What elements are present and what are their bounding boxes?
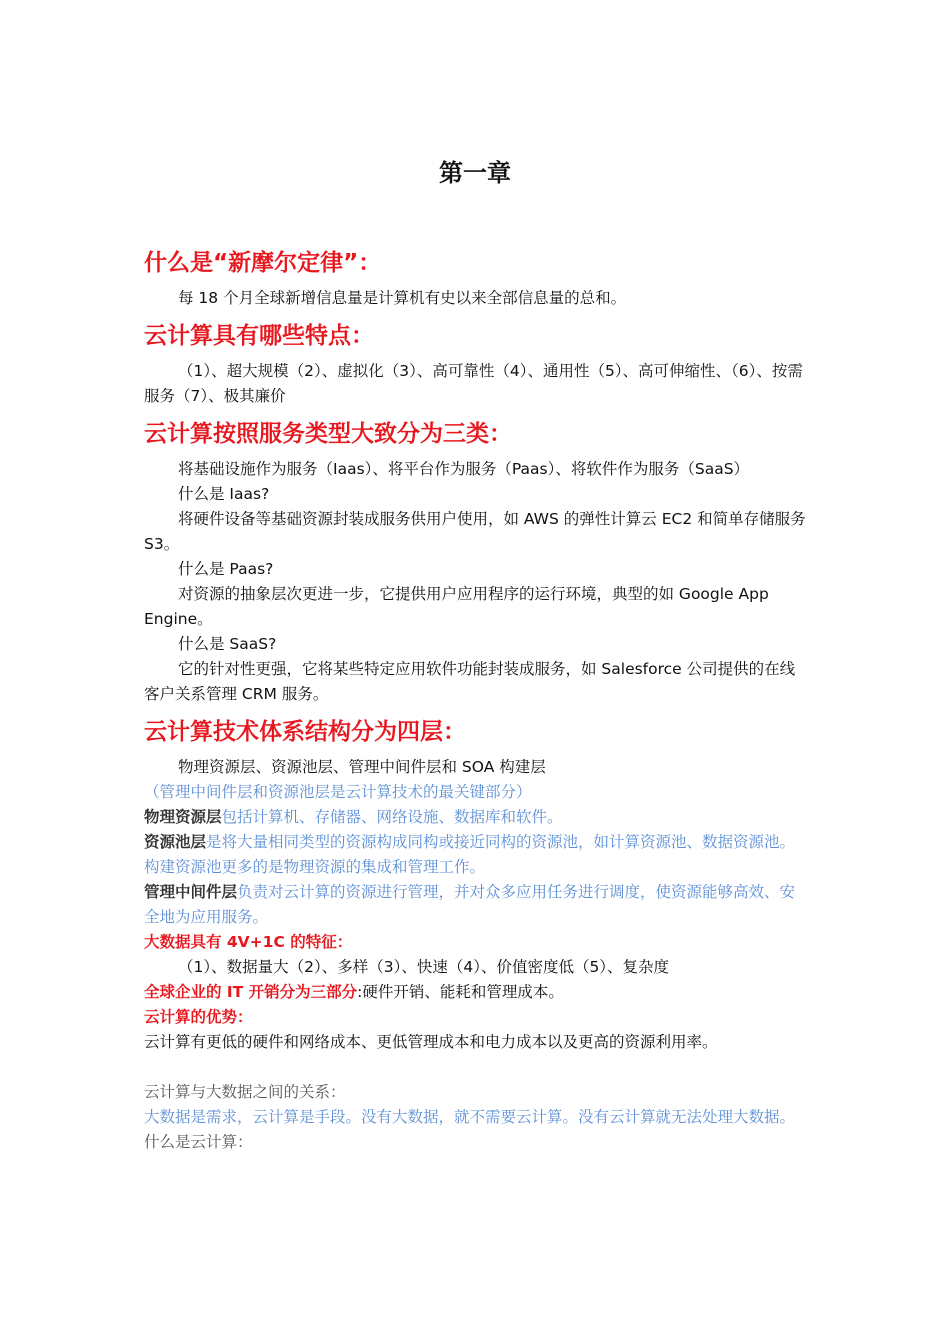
paragraph-pool-layer xyxy=(144,830,810,880)
desc-middleware-layer: 负责对云计算的资源进行管理，并对众多应用任务进行调度，使资源能够高效、安全地为应用服务。 xyxy=(144,883,796,926)
answer-paas: 对资源的抽象层次更进一步，它提供用户应用程序的运行环境，典型的如 Google App Engine。 xyxy=(144,585,769,628)
heading-it-costs: 全球企业的 IT 开销分为三部分 xyxy=(144,983,358,1001)
paragraph-features: （1）、超大规模（2）、虚拟化（3）、高可靠性（4）、通用性（5）、高可伸缩性、（6）、按需服务（7）、极其廉价 xyxy=(144,362,803,405)
heading-advantages: 云计算的优势： xyxy=(144,1008,253,1026)
paragraph-physical-layer xyxy=(144,805,810,830)
question-saas: 什么是 SaaS? xyxy=(178,635,277,653)
heading-architecture: 云计算技术体系结构分为四层： xyxy=(144,719,466,745)
term-physical-layer: 物理资源层 xyxy=(144,808,222,826)
blank-line xyxy=(144,1055,810,1080)
desc-pool-layer: 是将大量相同类型的资源构成同构或接近同构的资源池，如计算资源池、数据资源池。构建资源池更多的是物理资源的集成和管理工作。 xyxy=(144,833,796,876)
paragraph-bigdata-4v1c: （1）、数据量大（2）、多样（3）、快速（4）、价值密度低（5）、复杂度 xyxy=(178,958,670,976)
heading-service-types: 云计算按照服务类型大致分为三类： xyxy=(144,421,512,447)
paragraph-relationship: 大数据是需求，云计算是手段。没有大数据，就不需要云计算。没有云计算就无法处理大数据。 xyxy=(144,1108,796,1126)
paragraph-middleware-layer xyxy=(144,880,810,930)
desc-physical-layer: 包括计算机、存储器、网络设施、数据库和软件。 xyxy=(221,808,563,826)
note-key-layers: （管理中间件层和资源池层是云计算技术的最关键部分） xyxy=(144,783,532,801)
term-pool-layer: 资源池层 xyxy=(144,833,207,851)
document-body xyxy=(144,246,810,1155)
question-paas: 什么是 Paas? xyxy=(178,560,274,578)
question-iaas: 什么是 Iaas? xyxy=(178,485,270,503)
heading-moore-law: 什么是“新摩尔定律”： xyxy=(144,250,382,276)
term-middleware-layer: 管理中间件层 xyxy=(144,883,238,901)
heading-relationship: 云计算与大数据之间的关系： xyxy=(144,1083,346,1101)
paragraph-advantages: 云计算有更低的硬件和网络成本、更低管理成本和电力成本以及更高的资源利用率。 xyxy=(144,1033,718,1051)
heading-what-is-cloud: 什么是云计算： xyxy=(144,1133,253,1151)
paragraph-moore-law: 每 18 个月全球新增信息量是计算机有史以来全部信息量的总和。 xyxy=(178,289,627,307)
chapter-title: 第一章 xyxy=(439,159,511,187)
paragraph-it-costs xyxy=(144,980,810,1005)
heading-bigdata-4v1c: 大数据具有 4V+1C 的特征： xyxy=(144,933,353,951)
heading-features: 云计算具有哪些特点： xyxy=(144,323,374,349)
text-it-costs: :硬件开销、能耗和管理成本。 xyxy=(357,983,564,1001)
paragraph-layers: 物理资源层、资源池层、管理中间件层和 SOA 构建层 xyxy=(178,758,546,776)
paragraph-service-types: 将基础设施作为服务（Iaas）、将平台作为服务（Paas）、将软件作为服务（SaaS） xyxy=(178,460,750,478)
answer-iaas: 将硬件设备等基础资源封装成服务供用户使用，如 AWS 的弹性计算云 EC2 和简单存储服务 S3。 xyxy=(144,510,806,553)
answer-saas: 它的针对性更强，它将某些特定应用软件功能封装成服务，如 Salesforce 公司提供的在线客户关系管理 CRM 服务。 xyxy=(144,660,796,703)
